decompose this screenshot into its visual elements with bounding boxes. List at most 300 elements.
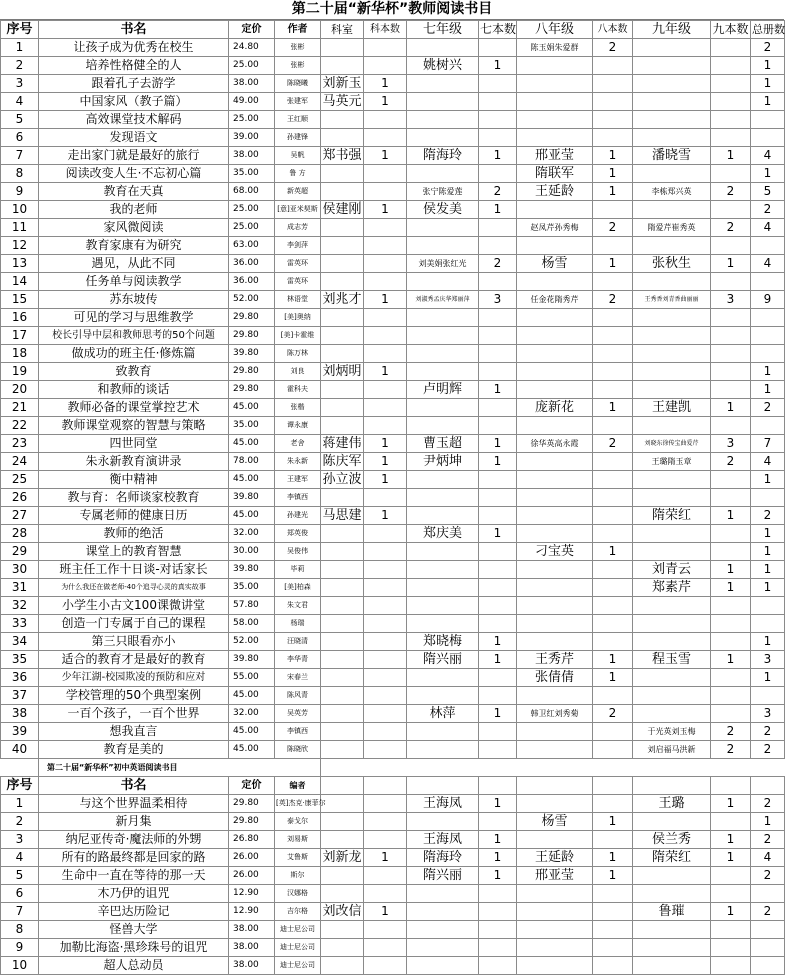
table-cell: 2 <box>1 813 39 831</box>
table-cell <box>751 615 785 633</box>
table-cell <box>321 345 364 363</box>
table-cell <box>517 741 593 759</box>
table-cell: 四世同堂 <box>39 435 229 453</box>
table-cell <box>407 615 479 633</box>
table-cell: 5 <box>1 111 39 129</box>
table-cell: 1 <box>364 903 407 921</box>
table-cell <box>593 561 633 579</box>
table-cell: 刘炳明 <box>322 364 362 379</box>
table-cell <box>517 525 593 543</box>
table-cell <box>593 957 633 975</box>
table-cell: 26.80 <box>229 831 275 849</box>
table-cell: 卢明辉 <box>407 381 479 399</box>
table-cell: 35.00 <box>229 579 275 597</box>
table-cell: 小学生小古文100课微讲堂 <box>39 597 229 615</box>
table-cell: 张楷 <box>275 399 321 417</box>
table-cell: 郑庆美 <box>407 525 479 543</box>
table-cell: 王海凤 <box>407 795 479 813</box>
table-cell <box>711 867 751 885</box>
table-cell: 38.00 <box>229 939 275 957</box>
table-cell <box>364 867 407 885</box>
table-cell: 1 <box>593 147 633 165</box>
table-cell: 阅读改变人生·不忘初心篇 <box>39 165 229 183</box>
table-cell: 23 <box>1 435 39 453</box>
table-cell: 斯尔 <box>275 867 321 885</box>
table-row <box>1 615 785 633</box>
table-cell: 45.00 <box>229 723 275 741</box>
table-cell <box>633 543 711 561</box>
table-row <box>1 669 785 687</box>
table-cell: 李镇西 <box>275 489 321 507</box>
table-cell <box>321 921 364 939</box>
table-cell: 1 <box>751 561 785 579</box>
table-cell: 隋兴丽 <box>407 867 479 885</box>
table-cell: 2 <box>593 39 633 57</box>
table-cell: 1 <box>593 255 633 273</box>
table-cell <box>321 273 364 291</box>
table-cell: 24.80 <box>229 39 275 57</box>
table-cell: 王璐隋玉章 <box>633 453 711 471</box>
table-row <box>1 651 785 669</box>
table-cell: 45.00 <box>229 687 275 705</box>
table-cell: 25 <box>1 471 39 489</box>
table-cell <box>751 273 785 291</box>
table-cell: 刁宝英 <box>517 543 593 561</box>
table-cell <box>517 561 593 579</box>
table-cell <box>364 255 407 273</box>
table-cell: 纳尼亚传奇·魔法师的外甥 <box>39 831 229 849</box>
table-cell <box>407 165 479 183</box>
table-cell <box>633 363 711 381</box>
table-cell <box>479 921 517 939</box>
table-cell <box>593 309 633 327</box>
table-cell <box>633 957 711 975</box>
table-cell <box>321 615 364 633</box>
header-row <box>1 21 785 39</box>
table-cell <box>407 489 479 507</box>
table-cell: 王延龄 <box>517 849 593 867</box>
table-row <box>1 399 785 417</box>
table-cell <box>633 705 711 723</box>
header-cell: 总册数 <box>751 21 785 39</box>
table-row <box>1 453 785 471</box>
table-cell <box>479 129 517 147</box>
table-cell: 李剑萍 <box>275 237 321 255</box>
table-cell <box>479 363 517 381</box>
table-cell <box>517 723 593 741</box>
table-cell: 3 <box>1 75 39 93</box>
table-cell <box>321 129 364 147</box>
table-cell: 58.00 <box>229 615 275 633</box>
table-cell: 刘启福马洪新 <box>633 741 711 759</box>
table-cell: 杨雪 <box>517 813 593 831</box>
table-row <box>1 327 785 345</box>
table-cell: 12.90 <box>229 903 275 921</box>
table-cell: 王璐 <box>633 795 711 813</box>
table-cell <box>517 795 593 813</box>
table-cell: 45.00 <box>229 471 275 489</box>
table-cell: 26.00 <box>229 867 275 885</box>
table-cell: 1 <box>593 669 633 687</box>
table-cell <box>364 417 407 435</box>
table-cell <box>633 615 711 633</box>
table-cell <box>751 129 785 147</box>
table-cell <box>751 921 785 939</box>
table-cell: 1 <box>751 381 785 399</box>
table-cell <box>593 885 633 903</box>
table-cell: 3 <box>711 435 751 453</box>
table-cell: 3 <box>1 831 39 849</box>
section2-title-body <box>1 759 785 795</box>
table-cell <box>593 57 633 75</box>
table-cell: 马英元 <box>322 94 362 109</box>
table-cell <box>364 381 407 399</box>
table-cell: 49.00 <box>229 93 275 111</box>
table-cell <box>407 273 479 291</box>
table-cell: 新月集 <box>39 813 229 831</box>
table-cell: 隋爱芹崔秀英 <box>633 219 711 237</box>
table-cell: 12 <box>1 237 39 255</box>
table-cell: 班主任工作十日谈-对话家长 <box>39 561 229 579</box>
table-cell: 45.00 <box>229 399 275 417</box>
table-cell: 刘美娟张红光 <box>407 255 479 273</box>
table-cell: 26.00 <box>229 849 275 867</box>
table-cell <box>593 327 633 345</box>
table-cell <box>711 489 751 507</box>
table-cell <box>593 453 633 471</box>
table-cell: 新英超 <box>275 183 321 201</box>
table-cell: 18 <box>1 345 39 363</box>
table-cell <box>593 471 633 489</box>
table-cell: 隋荣红 <box>633 507 711 525</box>
table-cell <box>633 687 711 705</box>
table-cell: 25.00 <box>229 219 275 237</box>
table-cell: 我的老师 <box>39 201 229 219</box>
header-cell: 作者 <box>275 21 321 39</box>
table-row <box>1 561 785 579</box>
table-cell: 13 <box>1 255 39 273</box>
table-row <box>1 939 785 957</box>
header-cell: 七年级 <box>407 21 479 39</box>
table-cell: 隋联军 <box>517 165 593 183</box>
table-cell <box>517 201 593 219</box>
table-cell <box>711 57 751 75</box>
table-cell: 孙立波 <box>322 472 362 487</box>
table-cell: 1 <box>479 435 517 453</box>
table-cell: 7 <box>751 435 785 453</box>
table-cell: 1 <box>751 579 785 597</box>
table-cell <box>364 183 407 201</box>
table-cell <box>321 795 364 813</box>
table-cell: 16 <box>1 309 39 327</box>
table-cell: 让孩子成为优秀在校生 <box>39 39 229 57</box>
table-cell <box>321 669 364 687</box>
table-cell <box>517 327 593 345</box>
table-cell: 1 <box>479 867 517 885</box>
table-cell: 走出家门就是最好的旅行 <box>39 147 229 165</box>
table-cell <box>633 345 711 363</box>
table-cell: 4 <box>751 849 785 867</box>
table-cell: 1 <box>593 651 633 669</box>
table-cell <box>364 345 407 363</box>
table-cell: 10 <box>1 201 39 219</box>
table-cell: 成志芳 <box>275 219 321 237</box>
table-cell: 和教师的谈话 <box>39 381 229 399</box>
table-cell: 高效课堂技术解码 <box>39 111 229 129</box>
table-cell <box>407 129 479 147</box>
table-cell: 63.00 <box>229 237 275 255</box>
header-cell: 定价 <box>229 777 275 795</box>
table-row <box>1 633 785 651</box>
table-cell: 2 <box>751 399 785 417</box>
table-cell <box>479 813 517 831</box>
table-cell: 教与育：名师谈家校教育 <box>39 489 229 507</box>
table-cell <box>517 471 593 489</box>
table-cell <box>593 615 633 633</box>
table-cell: 29 <box>1 543 39 561</box>
table-cell: 曹玉超 <box>407 435 479 453</box>
table-cell: 所有的路最终都是回家的路 <box>39 849 229 867</box>
table-cell: 汉娜格 <box>275 885 321 903</box>
table-cell: 1 <box>593 813 633 831</box>
table-cell <box>633 237 711 255</box>
table-cell <box>407 723 479 741</box>
table-cell: 林萍 <box>407 705 479 723</box>
table-cell <box>517 111 593 129</box>
table-cell <box>321 165 364 183</box>
table-cell: 5 <box>751 183 785 201</box>
section2-title: 第二十届“新华杯”初中英语阅读书目 <box>39 759 321 777</box>
table-cell: [美]柏森 <box>275 579 321 597</box>
table-cell <box>751 597 785 615</box>
table-cell: 1 <box>711 507 751 525</box>
table-cell: 少年江湖-校园欺凌的预防和应对 <box>39 669 229 687</box>
table-cell <box>711 705 751 723</box>
table-cell <box>479 885 517 903</box>
table-cell: 1 <box>479 633 517 651</box>
table-cell: 17 <box>1 327 39 345</box>
table-cell: 1 <box>479 381 517 399</box>
table-row <box>1 75 785 93</box>
table-row <box>1 921 785 939</box>
table-cell <box>517 921 593 939</box>
table-cell: 1 <box>479 651 517 669</box>
table-cell: 1 <box>364 147 407 165</box>
table-cell: 王建军 <box>275 471 321 489</box>
table-cell: 张彬 <box>275 57 321 75</box>
table-cell: 1 <box>479 831 517 849</box>
table-cell: 教师的绝活 <box>39 525 229 543</box>
table-row <box>1 813 785 831</box>
table-cell: 1 <box>751 633 785 651</box>
table-cell: 4 <box>751 147 785 165</box>
table-cell: 2 <box>751 507 785 525</box>
table-cell: 生命中一直在等待的那一天 <box>39 867 229 885</box>
table-cell: 尹炳坤 <box>407 453 479 471</box>
header-cell: 书名 <box>39 777 229 795</box>
table-cell <box>364 939 407 957</box>
table-cell: 1 <box>751 363 785 381</box>
table-cell: 迪士尼公司 <box>275 939 321 957</box>
table-cell: 55.00 <box>229 669 275 687</box>
table-cell: 吴帆 <box>275 147 321 165</box>
table-cell <box>479 741 517 759</box>
table-cell <box>479 219 517 237</box>
table-cell: 45.00 <box>229 741 275 759</box>
table-cell <box>711 345 751 363</box>
table-cell <box>364 111 407 129</box>
table-cell: 吴英芳 <box>275 705 321 723</box>
table-cell: 1 <box>479 57 517 75</box>
table-row <box>1 741 785 759</box>
table-cell <box>633 39 711 57</box>
table-row <box>1 57 785 75</box>
table-cell: 雷英环 <box>275 255 321 273</box>
table-cell <box>633 273 711 291</box>
table-cell <box>711 669 751 687</box>
table-cell: 2 <box>593 705 633 723</box>
table-cell <box>364 615 407 633</box>
table-cell <box>364 579 407 597</box>
table-cell: 52.00 <box>229 633 275 651</box>
table-cell: 刘晓东徐传宝曲爱芹 <box>633 435 711 453</box>
table-cell: 29.80 <box>229 309 275 327</box>
table-cell: 做成功的班主任·修炼篇 <box>39 345 229 363</box>
table-cell: 1 <box>479 705 517 723</box>
table-cell <box>321 561 364 579</box>
table-row <box>1 219 785 237</box>
table-cell: 3 <box>751 651 785 669</box>
table-cell: 程玉雪 <box>633 651 711 669</box>
table-cell <box>364 723 407 741</box>
table-cell: 1 <box>364 363 407 381</box>
table-cell <box>593 381 633 399</box>
table-cell <box>517 417 593 435</box>
table-body <box>1 39 785 759</box>
table-cell <box>364 597 407 615</box>
table-cell <box>364 327 407 345</box>
table-cell <box>593 633 633 651</box>
table-cell: 隋海玲 <box>407 849 479 867</box>
table-cell <box>479 669 517 687</box>
table-cell <box>633 813 711 831</box>
table-cell <box>479 957 517 975</box>
table-cell: 张倩倩 <box>517 669 593 687</box>
table-cell: 郑英俊 <box>275 525 321 543</box>
table-cell <box>517 957 593 975</box>
table-row <box>1 885 785 903</box>
table-cell <box>407 345 479 363</box>
table-cell <box>407 579 479 597</box>
table-cell <box>633 165 711 183</box>
table-cell <box>364 921 407 939</box>
table-cell: 校长引导中层和教师思考的50个问题 <box>39 327 229 345</box>
table-cell <box>321 633 364 651</box>
table-cell <box>321 687 364 705</box>
table-cell: 2 <box>751 723 785 741</box>
table-cell: 1 <box>593 399 633 417</box>
table-cell: 1 <box>364 471 407 489</box>
table-cell <box>633 75 711 93</box>
table-cell: 郑书强 <box>322 148 362 163</box>
table-cell <box>751 957 785 975</box>
table-cell <box>479 39 517 57</box>
table-cell: 培养性格健全的人 <box>39 57 229 75</box>
table-cell <box>479 489 517 507</box>
table-cell: 2 <box>593 435 633 453</box>
table-cell: 迪士尼公司 <box>275 921 321 939</box>
table-cell <box>517 939 593 957</box>
table-cell: 发现语文 <box>39 129 229 147</box>
table-cell <box>633 201 711 219</box>
table-cell <box>321 39 364 57</box>
table-cell: 1 <box>364 93 407 111</box>
table-cell: 7 <box>1 147 39 165</box>
table-cell: 老舍 <box>275 435 321 453</box>
table-cell: 29.80 <box>229 381 275 399</box>
table-cell <box>321 525 364 543</box>
table-cell: 王建凯 <box>633 399 711 417</box>
table-cell: 专属老师的健康日历 <box>39 507 229 525</box>
table-cell: 辛巴达历险记 <box>39 903 229 921</box>
table-cell <box>593 345 633 363</box>
table-cell: 1 <box>364 435 407 453</box>
table-cell: 1 <box>479 525 517 543</box>
table-cell <box>517 381 593 399</box>
table-cell <box>517 507 593 525</box>
table-cell <box>711 687 751 705</box>
table-cell <box>633 633 711 651</box>
table-cell: 1 <box>711 849 751 867</box>
table-cell <box>593 129 633 147</box>
table-cell <box>364 669 407 687</box>
table-cell <box>364 561 407 579</box>
table-cell <box>711 813 751 831</box>
table-cell: 2 <box>751 201 785 219</box>
table-cell: 28 <box>1 525 39 543</box>
table-cell <box>517 345 593 363</box>
table-cell <box>593 111 633 129</box>
table-cell: 跟着孔子去游学 <box>39 75 229 93</box>
table-cell: 25.00 <box>229 111 275 129</box>
table-cell <box>407 921 479 939</box>
table-cell: 孙建锋 <box>275 129 321 147</box>
table-cell <box>751 417 785 435</box>
table-cell: 刘新龙 <box>322 850 362 865</box>
table-cell: 陈晓欣 <box>275 741 321 759</box>
table-cell: 家风微阅读 <box>39 219 229 237</box>
table-cell <box>711 885 751 903</box>
table-cell <box>321 111 364 129</box>
table-cell <box>479 723 517 741</box>
header-cell: 九本数 <box>711 21 751 39</box>
table-cell: 邢亚莹 <box>517 867 593 885</box>
table-cell: 1 <box>593 867 633 885</box>
table-cell <box>479 75 517 93</box>
table-cell: 王秀芹 <box>517 651 593 669</box>
table-cell: 潘晓雪 <box>633 147 711 165</box>
table-row <box>1 147 785 165</box>
table-cell <box>479 471 517 489</box>
table-cell <box>711 921 751 939</box>
table-cell: 37 <box>1 687 39 705</box>
table-cell: 39 <box>1 723 39 741</box>
table-cell <box>407 309 479 327</box>
table-cell: 1 <box>364 201 407 219</box>
table-cell: 1 <box>593 165 633 183</box>
table-cell <box>751 237 785 255</box>
book-table <box>0 20 785 975</box>
